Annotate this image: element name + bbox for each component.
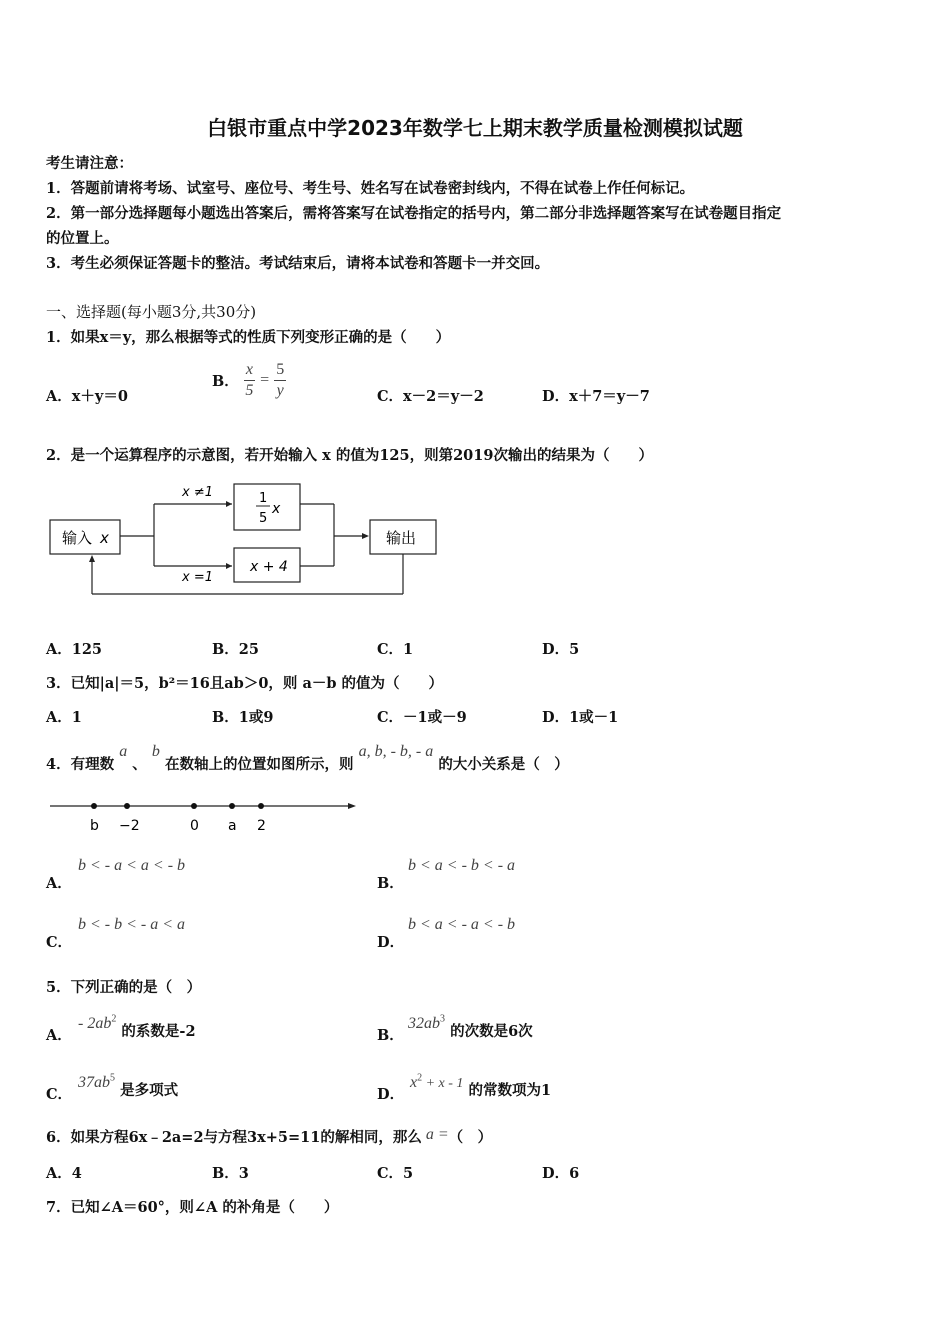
q4-option-d-expr: b < a < - a < - b xyxy=(408,916,516,933)
section-heading: 一、选择题(每小题3分,共30分) xyxy=(46,303,257,321)
q1-option-b: B． $\frac{x}{5}$ = $\frac{5}{y}$ xyxy=(212,361,285,399)
q4-option-a-expr: b < - a < a < - b xyxy=(78,857,186,874)
q6-stem: 6．如果方程6x﹣2a=2与方程3x+5=11的解相同，那么 a =（ ） xyxy=(46,1126,493,1146)
q2-option-c: C．1 xyxy=(377,641,414,658)
q6-option-d: D．6 xyxy=(542,1165,580,1182)
q4-option-b-label: B． xyxy=(377,875,404,892)
input-label: 输入 xyxy=(62,529,93,547)
condition-not-one: x ≠1 xyxy=(182,485,213,500)
q6-option-c: C．5 xyxy=(377,1165,414,1182)
q4-option-c-label: C． xyxy=(46,934,73,951)
svg-text:1: 1 xyxy=(259,491,268,506)
q5-option-d-label: D． xyxy=(377,1086,405,1103)
q5-option-a: - $2ab^2$ 的系数是-2 xyxy=(78,1013,196,1040)
q5-stem: 5．下列正确的是（ ） xyxy=(46,979,202,996)
page-title: 白银市重点中学2023年数学七上期末教学质量检测模拟试题 xyxy=(207,116,743,140)
q3-stem: 3．已知|a|＝5，b²＝16且ab＞0，则 a－b 的值为（ ） xyxy=(46,675,444,692)
q5-option-c: $37ab^5$ 是多项式 xyxy=(78,1072,179,1099)
q1-stem: 1．如果x＝y，那么根据等式的性质下列变形正确的是（ ） xyxy=(46,329,451,346)
q5-option-c-label: C． xyxy=(46,1086,73,1103)
q2-option-a: A．125 xyxy=(46,641,103,658)
q1-fraction-2: $\frac{5}{y}$ xyxy=(276,361,285,399)
notice-line-3: 3．考生必须保证答题卡的整洁。考试结束后，请将本试卷和答题卡一并交回。 xyxy=(46,255,550,272)
notice-line-2b: 的位置上。 xyxy=(46,230,119,247)
q3-option-a: A．1 xyxy=(46,709,82,726)
q3-option-b: B．1或9 xyxy=(212,709,274,726)
axis-label-a: a xyxy=(228,818,237,834)
notice-heading: 考生请注意： xyxy=(46,155,133,172)
q1-option-d: D．x＋7＝y－7 xyxy=(542,388,650,405)
q4-option-d-label: D． xyxy=(377,934,405,951)
q5-option-d: $x^2 + x - 1$ 的常数项为1 xyxy=(410,1072,552,1099)
q3-option-c: C．－1或－9 xyxy=(377,709,467,726)
q4-option-c-expr: b < - b < - a < a xyxy=(78,916,186,933)
axis-label-2: 2 xyxy=(257,818,266,834)
svg-text:5: 5 xyxy=(259,511,268,526)
q4-stem: 4．有理数 a 、 b 在数轴上的位置如图所示，则 a, b, - b, - a 的大小关系是（ ） xyxy=(46,743,569,773)
q5-option-b: $32ab^3$ 的次数是6次 xyxy=(408,1013,533,1040)
q1-option-a: A．x＋y＝0 xyxy=(46,388,128,405)
q2-flow-diagram xyxy=(44,478,444,600)
q6-option-a: A．4 xyxy=(46,1165,82,1182)
svg-text:x: x xyxy=(272,501,281,517)
q2-option-d: D．5 xyxy=(542,641,580,658)
q5-option-b-label: B． xyxy=(377,1027,404,1044)
axis-label-b: b xyxy=(90,818,99,834)
q6-option-b: B．3 xyxy=(212,1165,249,1182)
q3-option-d: D．1或－1 xyxy=(542,709,619,726)
q7-stem: 7．已知∠A＝60°，则∠A 的补角是（ ） xyxy=(46,1199,339,1216)
q5-option-a-label: A． xyxy=(46,1027,72,1044)
svg-text:x: x xyxy=(100,529,109,547)
q4-option-b-expr: b < a < - b < - a xyxy=(408,857,516,874)
q1-option-c: C．x－2＝y－2 xyxy=(377,388,484,405)
notice-line-2: 2．第一部分选择题每小题选出答案后，需将答案写在试卷指定的括号内，第二部分非选择题答案写在试卷题目指定 xyxy=(46,205,782,222)
q4-number-line xyxy=(44,792,364,838)
q1-fraction-1: $\frac{x}{5}$ xyxy=(245,361,254,399)
q4-option-a-label: A． xyxy=(46,875,72,892)
q2-option-b: B．25 xyxy=(212,641,259,658)
q1-option-b-label: B． xyxy=(212,373,239,390)
axis-label-neg2: −2 xyxy=(119,818,140,834)
condition-equals-one: x =1 xyxy=(182,570,213,585)
plus-four-operation: x + 4 xyxy=(250,559,288,575)
notice-line-1: 1．答题前请将考场、试室号、座位号、考生号、姓名写在试卷密封线内，不得在试卷上作任何标记。 xyxy=(46,180,695,197)
output-label: 输出 xyxy=(386,529,417,547)
axis-label-0: 0 xyxy=(190,818,199,834)
q2-stem: 2．是一个运算程序的示意图，若开始输入 x 的值为125，则第2019次输出的结果为（ ） xyxy=(46,447,653,464)
